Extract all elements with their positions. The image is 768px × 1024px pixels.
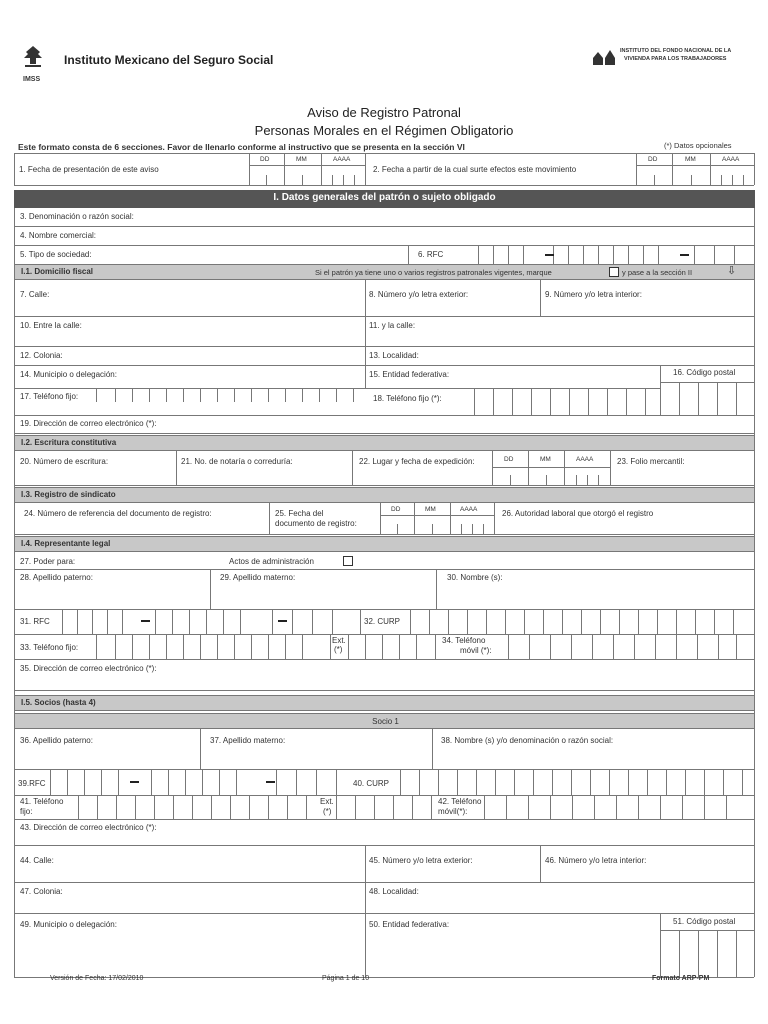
field-16-label: 16. Código postal <box>673 368 736 377</box>
field-25b-label: documento de registro: <box>275 519 357 528</box>
postal-code-input[interactable] <box>660 382 754 415</box>
field-49-label: 49. Municipio o delegación: <box>20 920 117 929</box>
field-13-label: 13. Localidad: <box>369 351 419 360</box>
field-43-label: 43. Dirección de correo electrónico (*): <box>20 823 157 832</box>
partner-mobile-input[interactable] <box>484 795 754 819</box>
eagle-icon <box>20 44 46 74</box>
field-1-label: 1. Fecha de presentación de este aviso <box>19 165 159 174</box>
aaaa-label: AAAA <box>576 456 594 463</box>
field-3-label: 3. Denominación o razón social: <box>20 212 134 221</box>
mm-label: MM <box>540 456 551 463</box>
field-28-label: 28. Apellido paterno: <box>20 573 93 582</box>
field-48-label: 48. Localidad: <box>369 887 419 896</box>
section-1-2-title: I.2. Escritura constitutiva <box>21 438 117 447</box>
field-31-label: 31. RFC <box>20 617 50 626</box>
rfc-input[interactable] <box>478 245 754 264</box>
already-registered-checkbox[interactable] <box>609 267 619 277</box>
field-8-label: 8. Número y/o letra exterior: <box>369 290 469 299</box>
field-14-label: 14. Municipio o delegación: <box>20 370 117 379</box>
registered-note-2: y pase a la sección II <box>622 268 693 277</box>
expedition-date-input[interactable] <box>492 451 610 485</box>
dd-label: DD <box>648 156 658 163</box>
field-34b-label: móvil (*): <box>460 646 492 655</box>
field-25a-label: 25. Fecha del <box>275 509 324 518</box>
partner-ext-label: Ext. <box>320 797 334 806</box>
version-date: Versión de Fecha: 17/02/2010 <box>50 975 144 982</box>
legal-curp-input[interactable] <box>410 609 754 634</box>
instructions-text: Este formato consta de 6 secciones. Favor de llenarlo conforme al instructivo que se presenta en la sección VI <box>18 142 465 152</box>
registered-note: Si el patrón ya tiene uno o varios registros patronales vigentes, marque <box>315 268 552 277</box>
field-7-label: 7. Calle: <box>20 290 50 299</box>
field-40-label: 40. CURP <box>353 779 390 788</box>
infonavit-line1: INSTITUTO DEL FONDO NACIONAL DE LA <box>620 48 732 54</box>
field-46-label: 46. Número y/o letra interior: <box>545 856 647 865</box>
field-41a-label: 41. Teléfono <box>20 797 64 806</box>
field-34a-label: 34. Teléfono <box>442 636 486 645</box>
admin-acts-checkbox[interactable] <box>343 556 353 566</box>
field-45-label: 45. Número y/o letra exterior: <box>369 856 473 865</box>
socio-1-header <box>14 713 755 729</box>
section-1-1-header <box>14 264 755 280</box>
date-2-input[interactable] <box>636 153 754 185</box>
field-36-label: 36. Apellido paterno: <box>20 736 93 745</box>
field-2-label: 2. Fecha a partir de la cual surte efectos este movimiento <box>373 165 577 174</box>
phone-2-input[interactable] <box>474 388 660 415</box>
field-5-label: 5. Tipo de sociedad: <box>20 250 92 259</box>
legal-rfc-input[interactable] <box>62 609 362 634</box>
field-22-label: 22. Lugar y fecha de expedición: <box>359 457 475 466</box>
field-26-label: 26. Autoridad laboral que otorgó el registro <box>502 509 654 518</box>
field-37-label: 37. Apellido materno: <box>210 736 286 745</box>
format-code: Formato ARP-PM <box>652 975 710 982</box>
partner-postal-code-input[interactable] <box>660 930 754 977</box>
mm-label: MM <box>685 156 696 163</box>
partner-rfc-input[interactable] <box>50 769 346 795</box>
field-50-label: 50. Entidad federativa: <box>369 920 450 929</box>
field-44-label: 44. Calle: <box>20 856 54 865</box>
section-1-3-title: I.3. Registro de sindicato <box>21 490 116 499</box>
section-1-5-title: I.5. Socios (hasta 4) <box>21 698 96 707</box>
field-12-label: 12. Colonia: <box>20 351 63 360</box>
field-47-label: 47. Colonia: <box>20 887 63 896</box>
imss-logo-text: IMSS <box>23 76 41 83</box>
field-23-label: 23. Folio mercantil: <box>617 457 685 466</box>
registration-date-input[interactable] <box>380 503 494 534</box>
field-6-label: 6. RFC <box>418 250 444 259</box>
optional-note: (*) Datos opcionales <box>664 141 732 150</box>
partner-curp-input[interactable] <box>400 769 754 795</box>
field-41b-label: fijo: <box>20 807 33 816</box>
section-1-4-header <box>14 536 755 552</box>
field-20-label: 20. Número de escritura: <box>20 457 109 466</box>
section-1-3-header <box>14 487 755 503</box>
field-17-label: 17. Teléfono fijo: <box>20 392 79 401</box>
section-1-header <box>14 190 755 208</box>
down-arrow-icon: ⇩ <box>727 265 737 277</box>
form-page <box>0 32 768 988</box>
aaaa-label: AAAA <box>722 156 740 163</box>
section-1-title: I. Datos generales del patrón o sujeto obligado <box>273 192 496 203</box>
field-39-label: 39.RFC <box>18 779 46 788</box>
date-1-input[interactable] <box>249 153 365 185</box>
field-10-label: 10. Entre la calle: <box>20 321 82 330</box>
field-24-label: 24. Número de referencia del documento de registro: <box>24 509 212 518</box>
ext-optional: (*) <box>334 645 343 654</box>
field-30-label: 30. Nombre (s): <box>447 573 503 582</box>
field-42b-label: móvil(*): <box>438 807 468 816</box>
mm-label: MM <box>296 156 307 163</box>
field-29-label: 29. Apellido materno: <box>220 573 296 582</box>
legal-phone-input[interactable] <box>96 634 330 659</box>
dd-label: DD <box>504 456 514 463</box>
field-9-label: 9. Número y/o letra interior: <box>545 290 642 299</box>
partner-ext-input[interactable] <box>336 795 432 819</box>
form-title: Aviso de Registro Patronal <box>307 105 461 120</box>
field-18-label: 18. Teléfono fijo (*): <box>373 394 442 403</box>
field-27-label: 27. Poder para: <box>20 557 76 566</box>
legal-ext-input[interactable] <box>348 634 436 659</box>
houses-icon <box>592 48 616 66</box>
dd-label: DD <box>260 156 270 163</box>
field-38-label: 38. Nombre (s) y/o denominación o razón social: <box>441 736 614 745</box>
field-15-label: 15. Entidad federativa: <box>369 370 450 379</box>
section-1-4-title: I.4. Representante legal <box>21 539 111 548</box>
section-1-2-header <box>14 435 755 451</box>
institution-name: Instituto Mexicano del Seguro Social <box>64 53 274 67</box>
admin-acts-label: Actos de administración <box>229 557 314 566</box>
field-19-label: 19. Dirección de correo electrónico (*): <box>20 419 157 428</box>
field-4-label: 4. Nombre comercial: <box>20 231 97 240</box>
infonavit-line2: VIVIENDA PARA LOS TRABAJADORES <box>624 56 727 62</box>
aaaa-label: AAAA <box>333 156 351 163</box>
mm-label: MM <box>425 506 436 513</box>
field-51-label: 51. Código postal <box>673 917 736 926</box>
infonavit-logo <box>592 48 616 66</box>
field-21-label: 21. No. de notaría o correduría: <box>181 457 293 466</box>
section-1-1-title: I.1. Domicilio fiscal <box>21 267 94 276</box>
field-35-label: 35. Dirección de correo electrónico (*): <box>20 664 157 673</box>
field-42a-label: 42. Teléfono <box>438 797 482 806</box>
ext-label: Ext. <box>332 636 346 645</box>
form-subtitle: Personas Morales en el Régimen Obligatorio <box>254 123 514 138</box>
field-32-label: 32. CURP <box>364 617 401 626</box>
socio-1-title: Socio 1 <box>372 717 399 726</box>
field-33-label: 33. Teléfono fijo: <box>20 643 79 652</box>
legal-mobile-input[interactable] <box>508 634 754 659</box>
section-1-5-header <box>14 695 755 711</box>
field-11-label: 11. y la calle: <box>369 321 416 330</box>
aaaa-label: AAAA <box>460 506 478 513</box>
phone-input[interactable] <box>96 388 365 402</box>
partner-ext-optional: (*) <box>323 807 332 816</box>
imss-logo <box>20 44 46 83</box>
page-number: Página 1 de 10 <box>322 975 370 982</box>
dd-label: DD <box>391 506 401 513</box>
partner-phone-input[interactable] <box>78 795 316 819</box>
